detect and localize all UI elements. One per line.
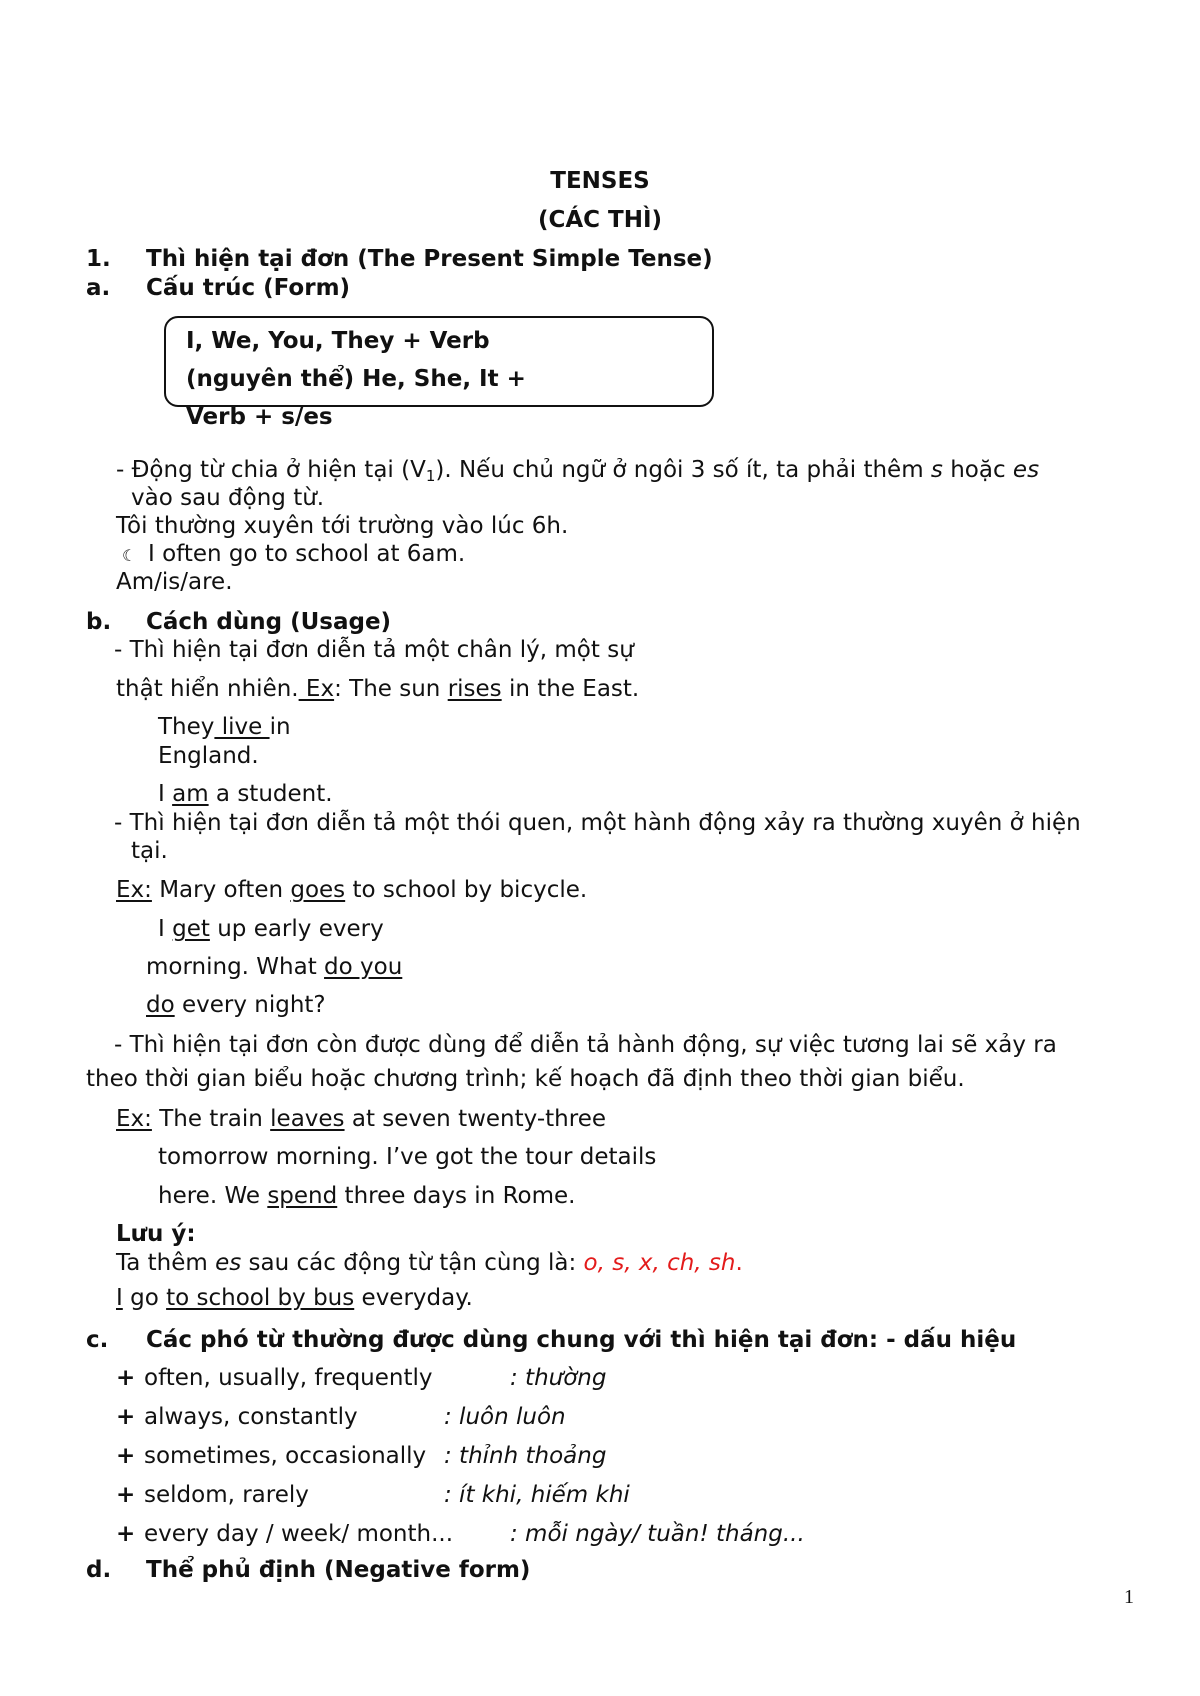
adverb-en: always, constantly <box>144 1404 358 1430</box>
note-or: hoặc <box>942 457 1013 483</box>
note-label: Lưu ý: <box>116 1221 196 1247</box>
page-subtitle: (CÁC THÌ) <box>537 207 663 233</box>
subsection-heading-negative: Thể phủ định (Negative form) <box>146 1557 531 1583</box>
subsection-heading-adverbs: Các phó từ thường được dùng chung với thì hiện tại đơn: - dấu hiệu <box>146 1327 1017 1353</box>
example-do <box>146 992 326 1018</box>
usage-1-line-2 <box>116 676 639 702</box>
verb: live <box>214 714 270 740</box>
verb: goes <box>290 877 346 903</box>
adverb-row <box>116 1482 309 1508</box>
ex-label: Ex <box>298 676 335 702</box>
text: in <box>269 714 291 740</box>
text: in the East. <box>501 676 640 702</box>
text: here. We <box>158 1183 268 1209</box>
am-is-are: Am/is/are. <box>116 569 233 595</box>
section-heading: Thì hiện tại đơn (The Present Simple Tense) <box>146 246 713 272</box>
note-text-pre: - Động từ chia ở hiện tại (V <box>116 457 426 483</box>
note-es: es <box>1012 457 1040 483</box>
example-they <box>158 714 291 740</box>
verb: do <box>146 992 175 1018</box>
plus-icon: + <box>116 1365 136 1391</box>
note-s: s <box>930 457 943 483</box>
verb: do you <box>324 954 403 980</box>
adverb-vi: : thỉnh thoảng <box>444 1443 607 1469</box>
arrow-icon: ☾ <box>122 546 137 565</box>
adverb-en: often, usually, frequently <box>144 1365 433 1391</box>
verb: leaves <box>270 1106 345 1132</box>
section-number: 1. <box>86 246 111 272</box>
endings-list: o, s, x, ch, sh <box>583 1250 736 1276</box>
adverb-en: seldom, rarely <box>144 1482 309 1508</box>
text: The train <box>151 1106 271 1132</box>
text: three days in Rome. <box>337 1183 576 1209</box>
usage-3-line-2: theo thời gian biểu hoặc chương trình; kế hoạch đã định theo thời gian biểu. <box>86 1066 965 1092</box>
note-subscript: 1 <box>425 467 436 485</box>
en-example: I often go to school at 6am. <box>148 541 466 567</box>
example-tomorrow: tomorrow morning. I’ve got the tour details <box>158 1144 657 1170</box>
adverb-vi: : mỗi ngày/ tuần! tháng... <box>510 1521 805 1547</box>
note-text-mid: ). Nếu chủ ngữ ở ngôi 3 số ít, ta phải thêm <box>435 457 931 483</box>
usage-3-line-1: - Thì hiện tại đơn còn được dùng để diễn tả hành động, sự việc tương lai sẽ xảy ra <box>114 1032 1057 1058</box>
example-i-am <box>158 781 333 807</box>
form-note-line-2: vào sau động từ. <box>131 485 325 511</box>
text: thật hiển nhiên. <box>116 676 299 702</box>
text: sau các động từ tận cùng là: <box>241 1250 584 1276</box>
adverb-vi: : thường <box>510 1365 607 1391</box>
subsection-heading-form: Cấu trúc (Form) <box>146 275 351 301</box>
example-mary <box>116 877 587 903</box>
adverb-row <box>116 1521 453 1547</box>
es-suffix: es <box>215 1250 242 1276</box>
subsection-letter-c: c. <box>86 1327 109 1353</box>
text: at seven twenty-three <box>344 1106 606 1132</box>
subsection-heading-usage: Cách dùng (Usage) <box>146 609 392 635</box>
example-get-up <box>158 916 384 942</box>
vi-example: Tôi thường xuyên tới trường vào lúc 6h. <box>116 513 569 539</box>
example-england: England. <box>158 743 259 769</box>
text: . <box>735 1250 743 1276</box>
page-number: 1 <box>1124 1586 1134 1608</box>
example-morning <box>146 954 402 980</box>
plus-icon: + <box>116 1404 136 1430</box>
example-bus <box>116 1285 473 1311</box>
verb: rises <box>447 676 502 702</box>
text: I <box>158 781 173 807</box>
form-line-3: Verb + s/es <box>186 404 333 430</box>
verb: am <box>172 781 209 807</box>
adverb-vi: : luôn luôn <box>444 1404 566 1430</box>
page-title: TENSES <box>550 168 650 194</box>
form-note <box>116 457 1039 485</box>
text: Mary often <box>151 877 291 903</box>
adverb-en: every day / week/ month... <box>144 1521 454 1547</box>
verb: get <box>172 916 210 942</box>
text: morning. What <box>146 954 325 980</box>
text: They <box>158 714 215 740</box>
form-line-2: (nguyên thể) He, She, It + <box>186 366 526 392</box>
adverb-vi: : ít khi, hiếm khi <box>444 1482 630 1508</box>
plus-icon: + <box>116 1443 136 1469</box>
ex-label: Ex: <box>116 877 152 903</box>
note-es-rule <box>116 1250 743 1276</box>
text: everyday. <box>354 1285 473 1311</box>
text: I <box>116 1285 123 1311</box>
adverb-row <box>116 1404 358 1430</box>
text: go <box>122 1285 167 1311</box>
phrase: to school by bus <box>166 1285 355 1311</box>
subsection-letter-a: a. <box>86 275 111 301</box>
adverb-row <box>116 1365 433 1391</box>
text: a student. <box>208 781 333 807</box>
text: : The sun <box>334 676 448 702</box>
adverb-row <box>116 1443 426 1469</box>
en-example-line <box>122 541 465 567</box>
plus-icon: + <box>116 1521 136 1547</box>
ex-label: Ex: <box>116 1106 152 1132</box>
text: to school by bicycle. <box>345 877 588 903</box>
text: every night? <box>174 992 326 1018</box>
text: up early every <box>209 916 384 942</box>
usage-2-line-1: - Thì hiện tại đơn diễn tả một thói quen, một hành động xảy ra thường xuyên ở hiện <box>114 810 1081 836</box>
adverb-en: sometimes, occasionally <box>144 1443 427 1469</box>
verb: spend <box>267 1183 338 1209</box>
subsection-letter-b: b. <box>86 609 112 635</box>
text: I <box>158 916 173 942</box>
text: Ta thêm <box>116 1250 216 1276</box>
usage-2-line-2: tại. <box>131 838 168 864</box>
usage-1-line-1: - Thì hiện tại đơn diễn tả một chân lý, một sự <box>114 637 634 663</box>
subsection-letter-d: d. <box>86 1557 112 1583</box>
example-train <box>116 1106 606 1132</box>
plus-icon: + <box>116 1482 136 1508</box>
form-line-1: I, We, You, They + Verb <box>186 328 490 354</box>
example-rome <box>158 1183 575 1209</box>
